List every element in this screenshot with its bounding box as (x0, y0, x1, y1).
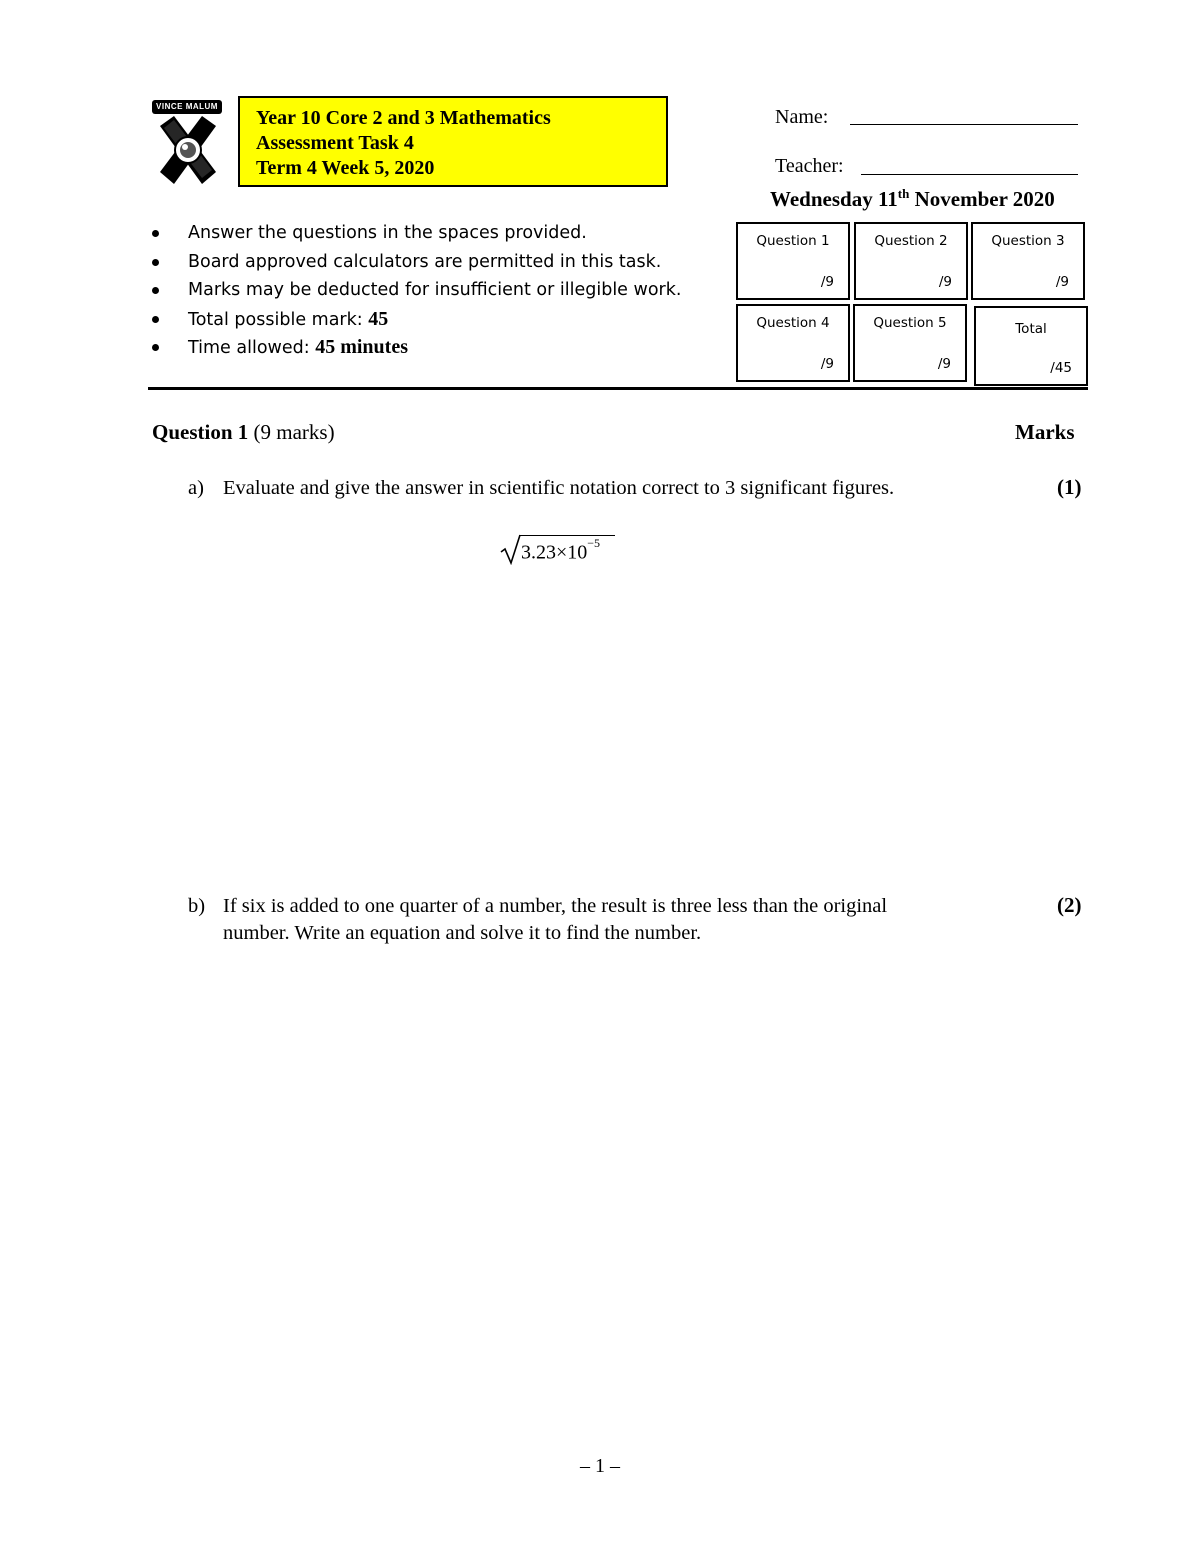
question-marks-note: (9 marks) (248, 420, 335, 444)
exam-date (770, 186, 1055, 212)
page-number: – 1 – (580, 1455, 620, 1477)
instruction-item (150, 248, 740, 277)
teacher-label: Teacher: (775, 155, 844, 177)
instruction-item (150, 276, 740, 305)
task-title: Assessment Task 4 (256, 132, 414, 154)
name-field-line[interactable] (850, 124, 1078, 125)
mark-box-question-3 (971, 222, 1085, 300)
mark-box-out-of: /9 (937, 356, 951, 372)
term-title: Term 4 Week 5, 2020 (256, 157, 435, 179)
radical-sign-icon (500, 533, 522, 565)
total-mark-value: 45 (368, 307, 389, 330)
date-month-year: November 2020 (909, 187, 1055, 211)
part-a-marks: (1) (1057, 475, 1082, 499)
question-1-heading (152, 420, 335, 445)
mark-box-label: Total (1015, 321, 1047, 337)
header-divider (148, 387, 1088, 390)
mark-box-out-of: /9 (820, 356, 834, 372)
part-a-letter: a) (188, 477, 204, 499)
time-allowed-value: 45 minutes (315, 336, 408, 358)
instruction-text: Time allowed: (188, 338, 316, 358)
mark-box-out-of: /9 (938, 274, 952, 290)
marks-column-header: Marks (1015, 420, 1075, 444)
mark-box-out-of: /9 (1055, 274, 1069, 290)
instruction-text: Marks may be deducted for insufficient or illegible work. (188, 280, 682, 300)
mark-box-out-of: /45 (1050, 360, 1072, 376)
radicand (521, 536, 601, 565)
radicand-exponent: −5 (587, 536, 601, 550)
date-suffix: th (897, 186, 910, 201)
course-title: Year 10 Core 2 and 3 Mathematics (256, 107, 551, 129)
instruction-item (150, 305, 740, 334)
part-b-text-line-1: If six is added to one quarter of a number, the result is three less than the original (223, 895, 888, 917)
crest-cross-icon (152, 98, 224, 188)
mark-box-out-of: /9 (820, 274, 834, 290)
teacher-field-line[interactable] (861, 174, 1078, 175)
question-title: Question 1 (152, 420, 249, 444)
mark-box-label: Question 2 (874, 233, 948, 249)
mark-box-question-5 (853, 304, 967, 382)
mark-box-question-2 (854, 222, 968, 300)
radicand-base: 3.23 (521, 541, 556, 564)
school-crest-logo (152, 98, 224, 188)
radicand-ten: 10 (567, 541, 588, 564)
times-sign: × (556, 541, 568, 564)
mark-box-label: Question 1 (756, 233, 830, 249)
square-root-expression (500, 533, 630, 565)
instruction-text: Answer the questions in the spaces provided. (188, 223, 587, 243)
part-a-text: Evaluate and give the answer in scientific notation correct to 3 significant figures. (223, 477, 895, 499)
part-b-letter: b) (188, 895, 206, 917)
instruction-text: Total possible mark: (188, 309, 369, 330)
instruction-text: Board approved calculators are permitted in this task. (188, 251, 662, 272)
date-day: Wednesday 11 (770, 187, 898, 211)
mark-box-label: Question 5 (873, 315, 947, 331)
part-b-text-line-2: number. Write an equation and solve it to find the number. (223, 922, 702, 944)
instruction-item (150, 333, 740, 362)
mark-box-question-1 (736, 222, 850, 300)
mark-box-total (974, 306, 1088, 386)
name-label: Name: (775, 106, 829, 128)
instructions-list (150, 219, 740, 362)
radical-vinculum (519, 535, 615, 536)
mark-box-question-4 (736, 304, 850, 382)
title-box (238, 96, 668, 187)
instruction-item (150, 219, 740, 248)
mark-box-label: Question 4 (756, 315, 830, 331)
mark-box-label: Question 3 (991, 233, 1065, 249)
part-b-marks: (2) (1057, 893, 1082, 917)
logo-motto-banner: VINCE MALUM (152, 100, 222, 114)
